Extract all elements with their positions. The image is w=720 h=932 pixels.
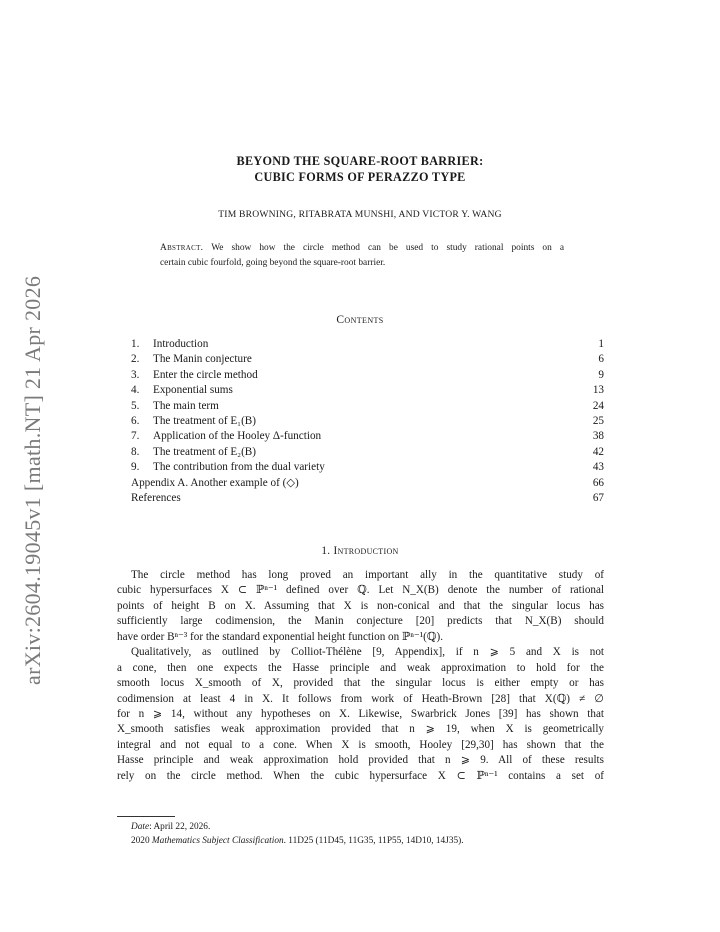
body-line: X_smooth satisfies weak approximation provided that n ⩾ 19, when X is geometrically [117,723,604,736]
toc-number: 7. [131,430,140,443]
toc-title: Introduction [153,338,209,350]
toc-title: The contribution from the dual variety [153,461,325,474]
toc-page: 24 [592,399,604,412]
toc-page: 43 [592,461,604,474]
body-line: cubic hypersurfaces X ⊂ ℙⁿ⁻¹ defined over ℚ. Let N_X(B) denote the number of rational [117,584,604,597]
toc-number: 5. [131,399,140,412]
abstract [160,242,564,270]
toc-page: 13 [592,384,604,397]
toc-entry[interactable] [131,399,604,414]
body-line: a cone, then one expects the Hasse principle and weak approximation to hold for the [117,661,604,674]
toc-page: 66 [592,476,604,489]
arxiv-stamp: arXiv:2604.19045v1 [math.NT] 21 Apr 2026 [20,275,45,685]
toc-page: 42 [592,445,604,458]
section-title: Introduction [333,545,399,557]
date-label: Date [131,822,150,832]
abstract-line-2: certain cubic fourfold, going beyond the square-root barrier. [160,258,386,269]
toc-entry[interactable] [131,352,604,367]
contents-heading: Contents [336,314,384,326]
toc-page: 6 [598,353,604,366]
toc-entry[interactable] [131,337,604,352]
toc-entry[interactable] [131,460,604,475]
toc-entry-references[interactable] [131,491,604,506]
toc-title: Appendix A. Another example of (◇) [131,476,299,489]
body-line: smooth locus X_smooth of X, provided that the singular locus is either empty or has [117,677,604,690]
toc-entry[interactable] [131,383,604,398]
body-line: integral and not equal to a cone. When X is smooth, Hooley [29,30] has shown that the [117,738,604,751]
body-line: The circle method has long proved an important ally in the quantitative study of [131,569,604,581]
toc-page: 1 [598,338,604,350]
body-line: codimension at least 4 in X. It follows from work of Heath-Brown [28] that X(ℚ) ≠ ∅ [117,692,604,705]
toc-title: The treatment of E₁(B) [153,414,256,427]
abstract-line-1: We show how the circle method can be used to study rational points on a [211,243,564,253]
footnote-date [131,822,210,832]
toc-title: The main term [153,399,219,412]
body-line: have order Bⁿ⁻³ for the standard exponential height function on ℙⁿ⁻¹(ℚ). [117,630,443,643]
toc-page: 9 [598,368,604,381]
toc-page: 67 [592,491,604,504]
toc-entry[interactable] [131,414,604,429]
msc-prefix: 2020 [131,836,150,846]
body-line: sufficiently large codimension, the Manin conjecture [20] predicts that N_X(B) should [117,615,604,628]
toc-title: Enter the circle method [153,368,258,381]
footnote-msc [131,836,464,846]
toc-title: References [131,491,181,504]
toc-number: 8. [131,445,140,458]
body-line: points of height B on X. Assuming that X is non-conical and that the singular locus has [117,599,604,612]
toc-entry-appendix[interactable] [131,476,604,491]
toc-title: The Manin conjecture [153,353,252,366]
body-line: Qualitatively, as outlined by Colliot-Thélène [9, Appendix], if n ⩾ 5 and X is not [131,646,604,659]
title-line-1: BEYOND THE SQUARE-ROOT BARRIER: [236,154,484,168]
authors: TIM BROWNING, RITABRATA MUNSHI, AND VICTOR Y. WANG [218,209,502,220]
toc-number: 3. [131,368,140,381]
footnote-rule [117,816,175,817]
toc-number: 9. [131,461,140,474]
toc-entry[interactable] [131,368,604,383]
body-line: Hasse principle and weak approximation hold provided that n ⩾ 9. All of these results [117,754,604,767]
introduction-body [117,568,604,784]
section-number: 1. [321,545,331,557]
toc-title: The treatment of E₂(B) [153,445,256,458]
toc-title: Application of the Hooley Δ-function [153,430,322,443]
toc-number: 4. [131,384,140,397]
toc-number: 6. [131,414,140,427]
toc-number: 1. [131,338,140,350]
date-value: : April 22, 2026. [149,822,211,832]
body-line: rely on the circle method. When the cubic hypersurface X ⊂ ℙⁿ⁻¹ contains a set of [117,769,604,782]
msc-value: . 11D25 (11D45, 11G35, 11P55, 14D10, 14J35). [283,836,464,846]
msc-label: Mathematics Subject Classification [151,836,284,846]
toc-number: 2. [131,353,140,366]
body-line: for n ⩾ 14, without any hypotheses on X. Likewise, Swarbrick Jones [39] has shown that [117,707,604,720]
toc-page: 38 [592,430,604,443]
toc-entry[interactable] [131,429,604,444]
section-heading [0,545,720,557]
toc-page: 25 [592,414,604,427]
table-of-contents [131,337,604,506]
abstract-label: Abstract. [160,243,204,253]
title-line-2: CUBIC FORMS OF PERAZZO TYPE [254,170,466,184]
paper-title [0,153,720,185]
toc-entry[interactable] [131,445,604,460]
toc-title: Exponential sums [153,384,233,397]
